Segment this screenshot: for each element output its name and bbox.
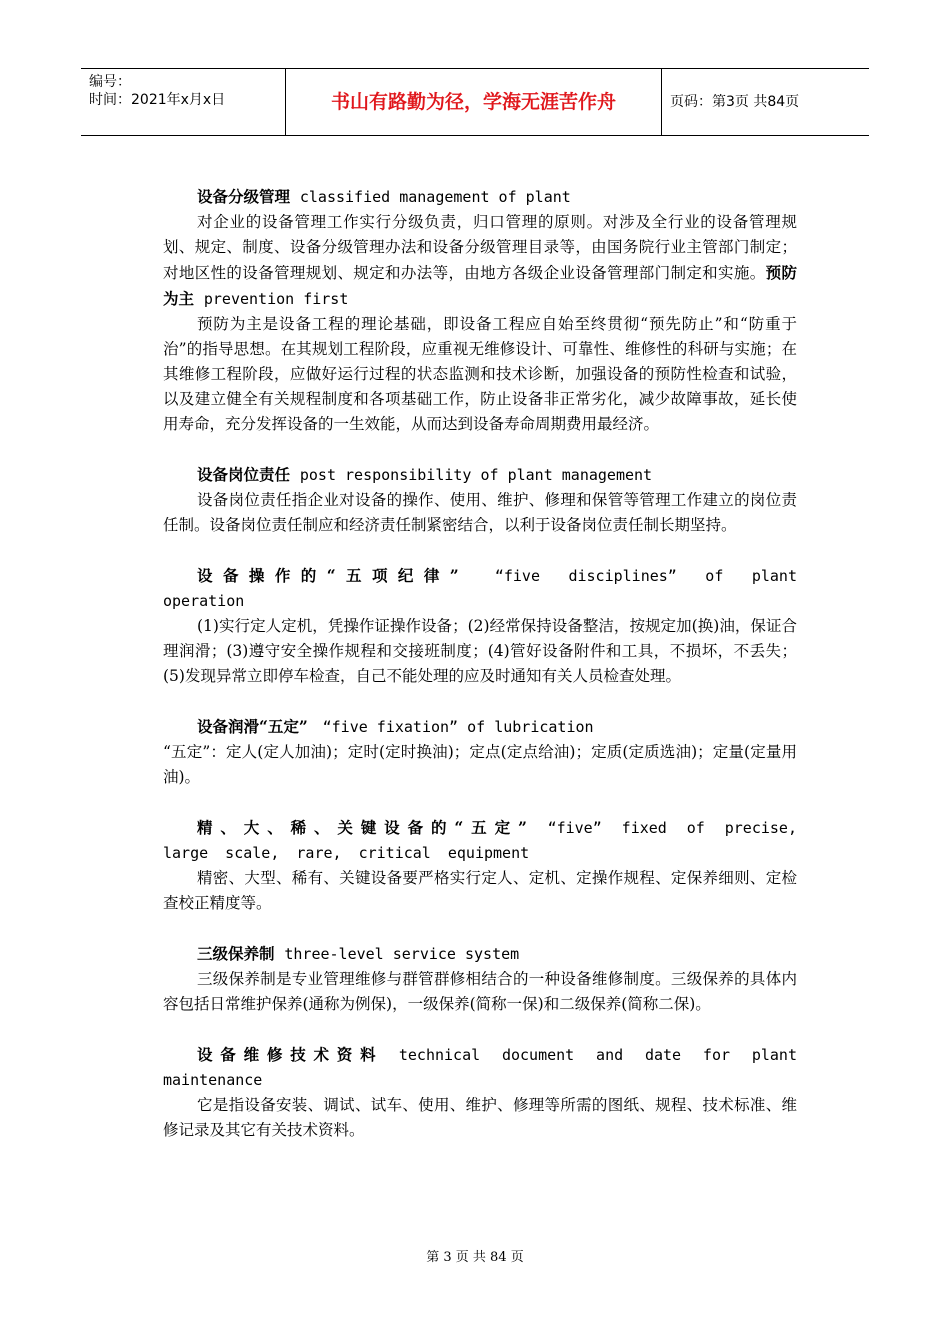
section-title-en: “five fixation” of lubrication xyxy=(322,718,594,736)
inline-section-title-cn: 预防为主 xyxy=(163,263,797,308)
header-page-cell xyxy=(662,69,869,135)
section-title-cn: 三级保养制 xyxy=(197,944,275,963)
section-title xyxy=(163,184,797,210)
header-motto: 书山有路勤为径，学海无涯苦作舟 xyxy=(330,91,616,113)
section-title xyxy=(163,815,797,866)
section-paragraph: (1)实行定人定机，凭操作证操作设备；(2)经常保持设备整洁，按规定加(换)油，保证合理润滑；(3)遵守安全操作规程和交接班制度；(4)管好设备附件和工具，不损坏，不丢失；(5)发现异常立即停车检查，自己不能处理的应及时通知有关人员检查处理。 xyxy=(163,617,797,685)
section-title-cn: 设备操作的“五项纪律” xyxy=(197,566,464,585)
section-title-cn: 设备分级管理 xyxy=(197,187,291,206)
document-time-label: 时间：2021年x月x日 xyxy=(89,92,226,108)
section-paragraph: 三级保养制是专业管理维修与群管群修相结合的一种设备维修制度。三级保养的具体内容包括日常维护保养(通称为例保)，一级保养(简称一保)和二级保养(简称二保)。 xyxy=(163,970,797,1013)
document-number-label: 编号： xyxy=(89,74,131,90)
inline-section-title-en: prevention first xyxy=(203,290,349,308)
section-title-cn: 设备维修技术资料 xyxy=(197,1045,384,1064)
header-page-label: 页码：第3页 共84页 xyxy=(670,94,800,110)
section-title-cn: 设备岗位责任 xyxy=(197,465,291,484)
section-title-en: “five” fixed of precise, large scale, rare, critical equipment xyxy=(163,819,797,862)
section-title-en: “five disciplines” of plant operation xyxy=(163,567,797,610)
section-title-en: post responsibility of plant management xyxy=(299,466,653,484)
page-footer: 第 3 页 共 84 页 xyxy=(426,1250,524,1265)
section-title xyxy=(163,462,797,488)
section-title-en: classified management of plant xyxy=(299,188,571,206)
section-paragraph: “五定”：定人(定人加油)；定时(定时换油)；定点(定点给油)；定质(定质选油)；定量(定量用油)。 xyxy=(163,743,797,786)
section-paragraph: 精密、大型、稀有、关键设备要严格实行定人、定机、定操作规程、定保养细则、定检查校正精度等。 xyxy=(163,869,797,912)
page-header xyxy=(81,68,869,136)
header-info-cell xyxy=(81,69,286,135)
section-paragraph: 预防为主是设备工程的理论基础，即设备工程应自始至终贯彻“预先防止”和“防重于治”的指导思想。在其规划工程阶段，应重视无维修设计、可靠性、维修性的科研与实施；在其维修工程阶段，应做好运行过程的状态监测和技术诊断，加强设备的预防性检查和试验，以及建立健全有关规程制度和各项基础工作，防止设备非正常劣化，减少故障事故，延长使用寿命，充分发挥设备的一生效能，从而达到设备寿命周期费用最经济。 xyxy=(163,315,797,433)
section-title xyxy=(163,714,797,740)
paragraph-text: 对企业的设备管理工作实行分级负责，归口管理的原则。对涉及全行业的设备管理规划、规定、制度、设备分级管理办法和设备分级管理目录等，由国务院行业主管部门制定；对地区性的设备管理规划、规定和办法等，由地方各级企业设备管理部门制定和实施。 xyxy=(163,213,797,282)
section-title-cn: 精、大、稀、关键设备的“五定” xyxy=(197,818,532,837)
section-title-en: technical document and date for plant maintenance xyxy=(163,1046,797,1089)
section-paragraph: 它是指设备安装、调试、试车、使用、维护、修理等所需的图纸、规程、技术标准、维修记录及其它有关技术资料。 xyxy=(163,1096,797,1139)
section-title xyxy=(163,941,797,967)
document-body xyxy=(163,184,797,1143)
section-paragraph: 设备岗位责任指企业对设备的操作、使用、维护、修理和保管等管理工作建立的岗位责任制。设备岗位责任制应和经济责任制紧密结合，以利于设备岗位责任制长期坚持。 xyxy=(163,491,797,534)
section-title-cn: 设备润滑“五定” xyxy=(197,717,308,736)
section-paragraph xyxy=(163,210,797,312)
section-title xyxy=(163,563,797,614)
header-motto-cell xyxy=(286,69,662,135)
section-title xyxy=(163,1042,797,1093)
section-title-en: three-level service system xyxy=(284,945,520,963)
